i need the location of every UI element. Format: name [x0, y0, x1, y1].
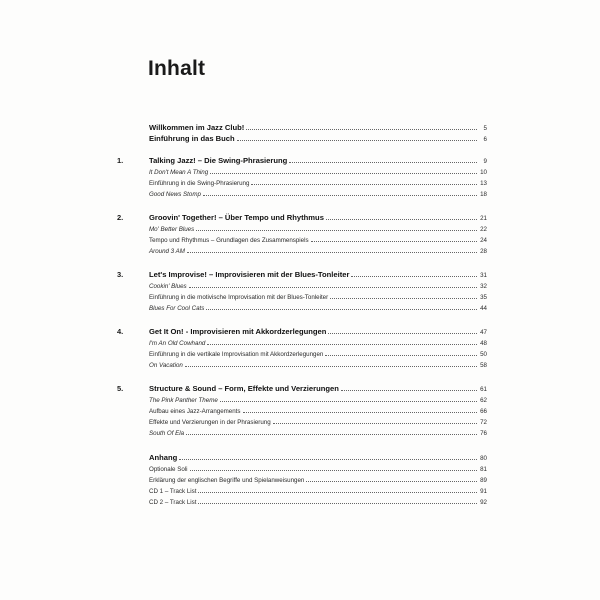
toc-entry — [117, 178, 487, 189]
toc-entry-line — [149, 428, 487, 439]
dot-leader — [325, 354, 477, 356]
toc-entry — [117, 349, 487, 360]
toc-entry-line — [149, 486, 487, 497]
toc-entry-title: Aufbau eines Jazz-Arrangements — [149, 408, 241, 415]
toc-entry-title: Mo' Better Blues — [149, 226, 195, 233]
dot-leader — [251, 183, 477, 185]
toc-page-number: 47 — [480, 329, 487, 336]
toc-entry-title: Cookin' Blues — [149, 283, 187, 290]
dot-leader — [186, 433, 477, 435]
toc-entry-line — [149, 360, 487, 371]
chapter-number: 2. — [117, 213, 124, 222]
toc-entry-title: It Don't Mean A Thing — [149, 169, 209, 176]
toc-entry — [117, 155, 487, 166]
toc-entry — [117, 246, 487, 257]
toc-entry-line — [149, 497, 487, 508]
dot-leader — [185, 365, 477, 367]
toc-entry-title: Around 3 AM — [149, 248, 185, 255]
toc-page-number: 92 — [480, 499, 487, 506]
dot-leader — [196, 229, 477, 231]
toc-entry-title: The Pink Panther Theme — [149, 397, 218, 404]
toc-entry — [117, 235, 487, 246]
toc-entry-title: Talking Jazz! – Die Swing-Phrasierung — [149, 156, 288, 165]
toc-entry-line — [149, 189, 487, 200]
toc-entry-line — [149, 349, 487, 360]
toc-page-number: 10 — [480, 169, 487, 176]
toc-page-number: 35 — [480, 294, 487, 301]
dot-leader — [341, 389, 477, 391]
page-title: Inhalt — [148, 57, 206, 80]
dot-leader — [198, 491, 477, 493]
toc-page-number: 22 — [480, 226, 487, 233]
toc-page-number: 48 — [480, 340, 487, 347]
toc-entry — [117, 338, 487, 349]
toc-page-number: 13 — [480, 180, 487, 187]
toc-entry-title: On Vacation — [149, 362, 183, 369]
toc-entry — [117, 395, 487, 406]
toc-page-number: 91 — [480, 488, 487, 495]
toc-page-number: 9 — [483, 158, 487, 165]
dot-leader — [207, 343, 477, 345]
toc-entry — [117, 269, 487, 280]
toc-entry-line — [149, 178, 487, 189]
toc-entry — [117, 417, 487, 428]
toc-entry-title: Groovin' Together! – Über Tempo und Rhythmus — [149, 213, 324, 222]
toc-entry-line — [149, 383, 487, 395]
dot-leader — [243, 411, 478, 413]
toc-entry-title: Good News Stomp — [149, 191, 201, 198]
toc-page-number: 80 — [480, 455, 487, 462]
toc-entry — [117, 133, 487, 144]
toc-entry — [117, 281, 487, 292]
toc-entry-title: Einführung in das Buch — [149, 134, 235, 143]
toc-entry — [117, 224, 487, 235]
toc-entry-title: Structure & Sound – Form, Effekte und Verzierungen — [149, 384, 339, 393]
dot-leader — [328, 332, 477, 334]
toc-entry-title: Willkommen im Jazz Club! — [149, 123, 245, 132]
dot-leader — [289, 161, 477, 163]
toc-entry — [117, 303, 487, 314]
toc-entry-title: CD 2 – Track List — [149, 499, 197, 506]
toc-entry-line — [149, 133, 487, 145]
toc-entry — [117, 452, 487, 463]
dot-leader — [273, 422, 477, 424]
toc-page-number: 31 — [480, 272, 487, 279]
toc-entry-title: Optionale Soli — [149, 466, 188, 473]
toc-page-number: 76 — [480, 430, 487, 437]
toc-entry-line — [149, 167, 487, 178]
toc-entry-line — [149, 464, 487, 475]
chapter-number: 4. — [117, 327, 124, 336]
toc-page-number: 6 — [483, 136, 487, 143]
chapter-number: 5. — [117, 384, 124, 393]
toc-page-number: 66 — [480, 408, 487, 415]
toc-page-number: 44 — [480, 305, 487, 312]
toc-entry-line — [149, 224, 487, 235]
toc-entry-line — [149, 155, 487, 167]
dot-leader — [330, 297, 477, 299]
toc-entry — [117, 167, 487, 178]
toc-entry-line — [149, 406, 487, 417]
dot-leader — [206, 308, 477, 310]
toc-entry — [117, 383, 487, 394]
toc-entry-line — [149, 212, 487, 224]
toc-entry-title: Effekte und Verzierungen in der Phrasierung — [149, 419, 271, 426]
toc-entry — [117, 497, 487, 508]
toc-entry-line — [149, 452, 487, 464]
toc-entry — [117, 212, 487, 223]
toc-entry-line — [149, 395, 487, 406]
dot-leader — [198, 502, 477, 504]
toc-entry-title: Erklärung der englischen Begriffe und Spielanweisungen — [149, 477, 305, 484]
toc-page-number: 62 — [480, 397, 487, 404]
toc-entry-title: Einführung in die Swing-Phrasierung — [149, 180, 250, 187]
toc-entry-line — [149, 246, 487, 257]
dot-leader — [190, 469, 477, 471]
dot-leader — [326, 218, 477, 220]
toc-page-number: 18 — [480, 191, 487, 198]
toc-page-number: 61 — [480, 386, 487, 393]
toc-page-number: 72 — [480, 419, 487, 426]
toc-entry-title: Get It On! - Improvisieren mit Akkordzerlegungen — [149, 327, 327, 336]
toc-entry-line — [149, 292, 487, 303]
chapter-number: 3. — [117, 270, 124, 279]
dot-leader — [203, 194, 477, 196]
toc-entry-line — [149, 269, 487, 281]
toc-entry — [117, 326, 487, 337]
toc-entry-line — [149, 303, 487, 314]
toc-entry — [117, 486, 487, 497]
toc-entry — [117, 475, 487, 486]
toc-entry — [117, 464, 487, 475]
dot-leader — [237, 139, 477, 141]
dot-leader — [179, 458, 477, 460]
dot-leader — [306, 480, 477, 482]
toc-entry-line — [149, 417, 487, 428]
toc-entry — [117, 292, 487, 303]
toc-entry-line — [149, 338, 487, 349]
toc-entry-title: Let's Improvise! – Improvisieren mit der Blues-Tonleiter — [149, 270, 350, 279]
toc-page-number: 89 — [480, 477, 487, 484]
toc-page-number: 50 — [480, 351, 487, 358]
toc-entry-title: CD 1 – Track List — [149, 488, 197, 495]
toc-entry-title: Einführung in die vertikale Improvisation mit Akkordzerlegungen — [149, 351, 324, 358]
dot-leader — [220, 400, 477, 402]
toc-entry — [117, 360, 487, 371]
toc-page-number: 24 — [480, 237, 487, 244]
toc-entry — [117, 406, 487, 417]
toc-page-number: 81 — [480, 466, 487, 473]
toc-entry-title: Blues For Cool Cats — [149, 305, 205, 312]
toc-entry — [117, 122, 487, 133]
toc-entry-title: Anhang — [149, 453, 178, 462]
toc-page-number: 28 — [480, 248, 487, 255]
toc-entry-line — [149, 235, 487, 246]
toc-entry-title: Tempo und Rhythmus – Grundlagen des Zusammenspiels — [149, 237, 309, 244]
toc-entry-title: I'm An Old Cowhand — [149, 340, 206, 347]
toc-entry-line — [149, 475, 487, 486]
toc-entry — [117, 189, 487, 200]
toc-entry-line — [149, 326, 487, 338]
dot-leader — [351, 275, 477, 277]
dot-leader — [311, 240, 477, 242]
dot-leader — [189, 286, 477, 288]
chapter-number: 1. — [117, 156, 124, 165]
toc-entry-title: South Of Ela — [149, 430, 185, 437]
toc-entry-line — [149, 281, 487, 292]
toc-page-number: 58 — [480, 362, 487, 369]
dot-leader — [210, 172, 477, 174]
toc-page-number: 5 — [483, 125, 487, 132]
dot-leader — [246, 128, 477, 130]
toc-page-number: 32 — [480, 283, 487, 290]
toc-page-number: 21 — [480, 215, 487, 222]
dot-leader — [187, 251, 477, 253]
toc-entry-title: Einführung in die motivische Improvisation mit der Blues-Tonleiter — [149, 294, 329, 301]
toc-entry — [117, 428, 487, 439]
